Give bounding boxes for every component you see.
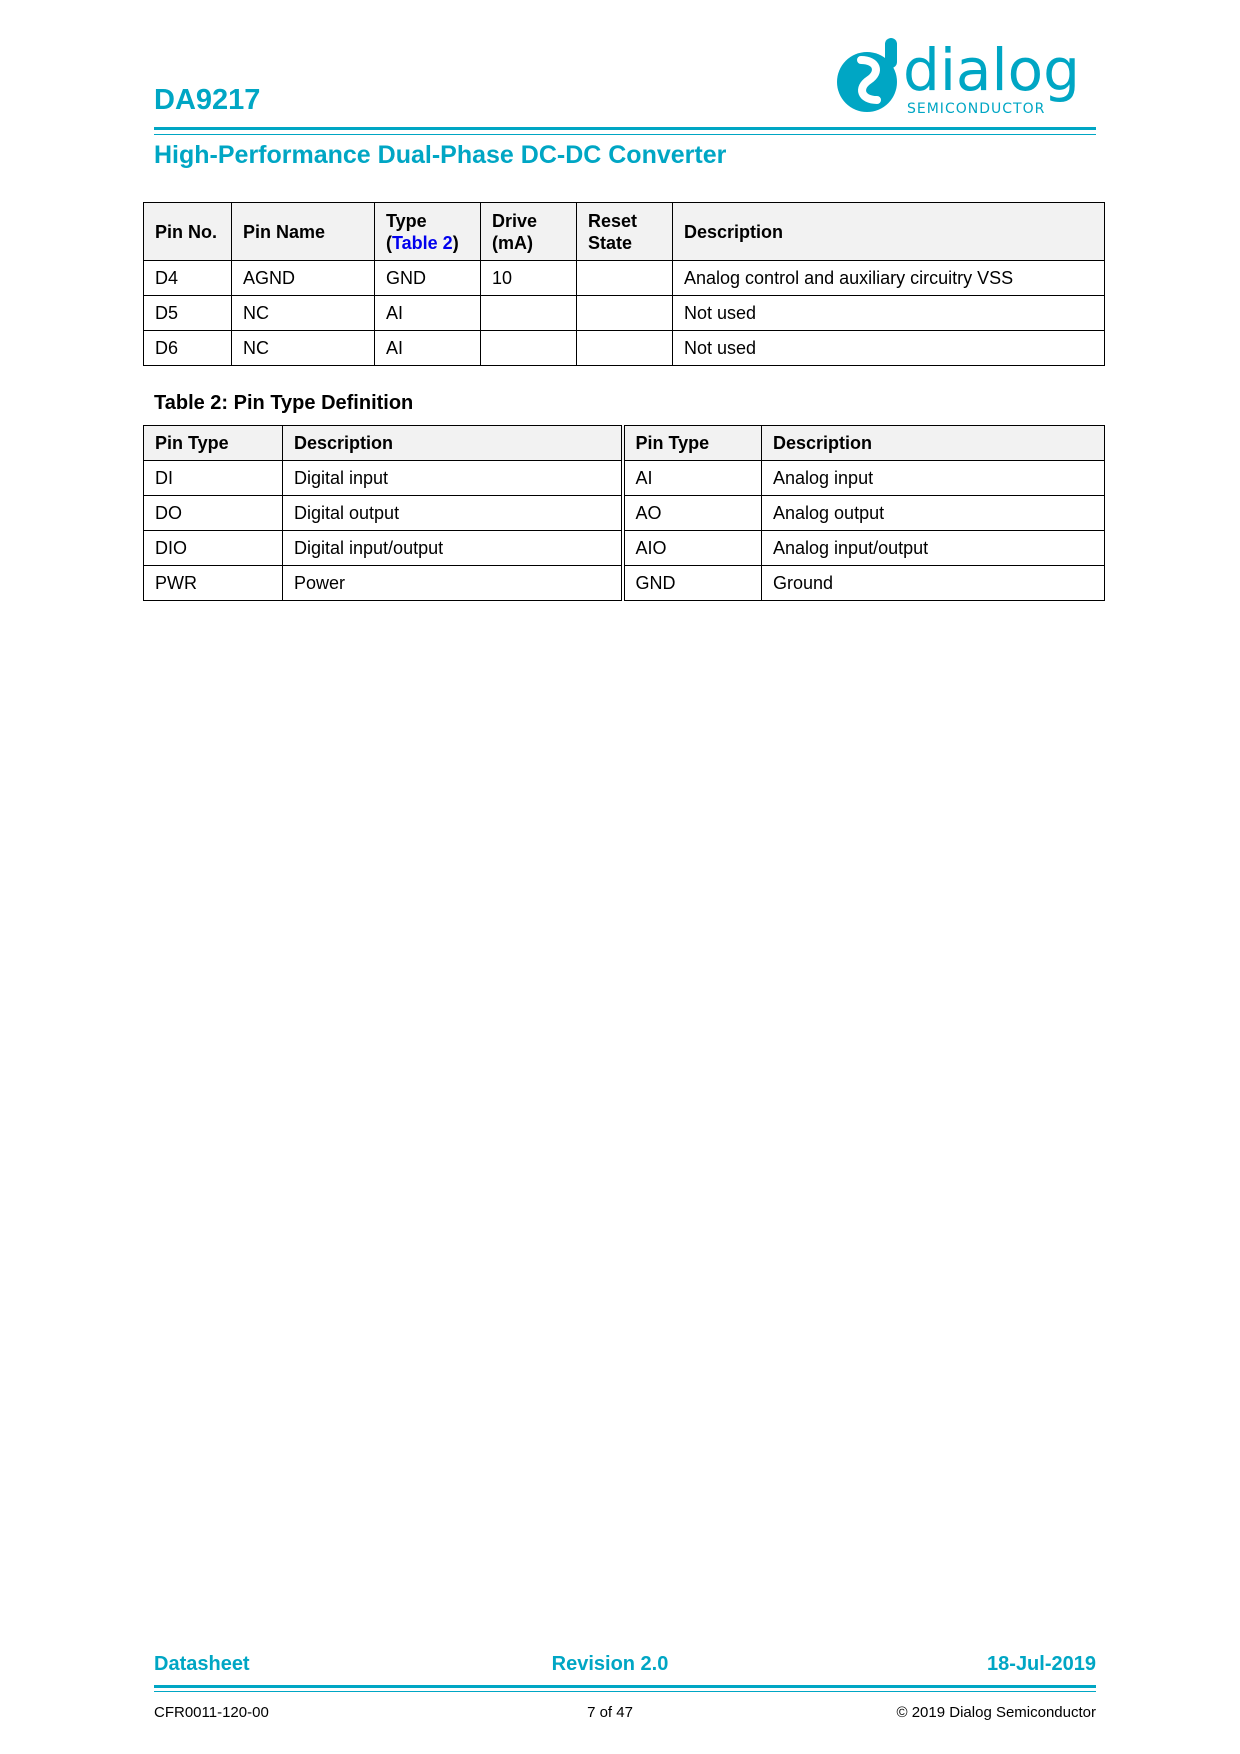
table-row [144,261,1105,296]
header-drive-line2: (mA) [492,232,533,253]
cell-reset [577,296,673,331]
table-header-row [144,426,1105,461]
header-reset-line2: State [588,232,633,253]
footer-copyright: © 2019 Dialog Semiconductor [896,1704,1096,1721]
footer-date: 18-Jul-2019 [987,1653,1096,1675]
footer-revision: Revision 2.0 [551,1653,669,1675]
table-row [144,496,1105,531]
header-description-left: Description [283,426,623,461]
cell-description: Digital output [283,496,623,531]
cell-pin-type: DIO [144,531,283,566]
document-subtitle: High-Performance Dual-Phase DC-DC Converter [154,141,727,169]
cell-drive [481,331,577,366]
table-row [144,331,1105,366]
table-2-caption: Table 2: Pin Type Definition [154,392,414,414]
table-header-row [144,203,1105,261]
dialog-logo-mark-icon [837,38,897,112]
header-rule-thin [154,134,1096,135]
logo-wordmark: dialog [903,38,1080,104]
footer-page-number: 7 of 47 [587,1704,633,1721]
cell-type: AI [375,331,481,366]
cell-description: Digital input [283,461,623,496]
header-drive [481,203,577,261]
cell-pin-type: DO [144,496,283,531]
table-row [144,296,1105,331]
cell-pin-no: D4 [144,261,232,296]
header-reset-line1: Reset [588,210,638,231]
cell-description: Digital input/output [283,531,623,566]
cell-pin-name: AGND [232,261,375,296]
header-type: Type (Table 2) [375,203,481,261]
header-pin-type-right: Pin Type [623,426,762,461]
document-title: DA9217 [154,84,261,116]
cell-description: Analog output [762,496,1105,531]
cell-description: Analog control and auxiliary circuitry VSS [673,261,1105,296]
cell-description: Not used [673,331,1105,366]
cell-description: Not used [673,296,1105,331]
header-pin-no: Pin No. [144,203,232,261]
table-2-link[interactable]: Table 2 [392,232,453,253]
pin-type-definition-table [143,425,1105,601]
table-row [144,461,1105,496]
cell-pin-no: D6 [144,331,232,366]
cell-drive: 10 [481,261,577,296]
cell-pin-no: D5 [144,296,232,331]
pin-description-table [143,202,1105,366]
header-drive-line1: Drive [492,210,538,231]
cell-drive [481,296,577,331]
table-row [144,566,1105,601]
header-reset-state [577,203,673,261]
cell-reset [577,261,673,296]
cell-pin-name: NC [232,331,375,366]
cell-type: GND [375,261,481,296]
footer-rule-thick [154,1685,1096,1688]
header-type-label: Type [386,210,427,231]
header-description: Description [673,203,1105,261]
header-pin-name: Pin Name [232,203,375,261]
table-row [144,531,1105,566]
header-description-right: Description [762,426,1105,461]
footer-rule-thin [154,1691,1096,1692]
cell-pin-name: NC [232,296,375,331]
cell-pin-type: DI [144,461,283,496]
cell-pin-type: GND [623,566,762,601]
cell-description: Analog input/output [762,531,1105,566]
cell-description: Analog input [762,461,1105,496]
cell-pin-type: AIO [623,531,762,566]
logo-subtext: SEMICONDUCTOR [907,101,1046,117]
footer-doc-type: Datasheet [154,1653,250,1675]
footer-doc-id: CFR0011-120-00 [154,1704,269,1721]
header-pin-type-left: Pin Type [144,426,283,461]
cell-description: Power [283,566,623,601]
cell-reset [577,331,673,366]
cell-type: AI [375,296,481,331]
cell-pin-type: AO [623,496,762,531]
cell-pin-type: AI [623,461,762,496]
dialog-semiconductor-logo [833,38,1095,118]
cell-description: Ground [762,566,1105,601]
header-rule-thick [154,127,1096,130]
cell-pin-type: PWR [144,566,283,601]
